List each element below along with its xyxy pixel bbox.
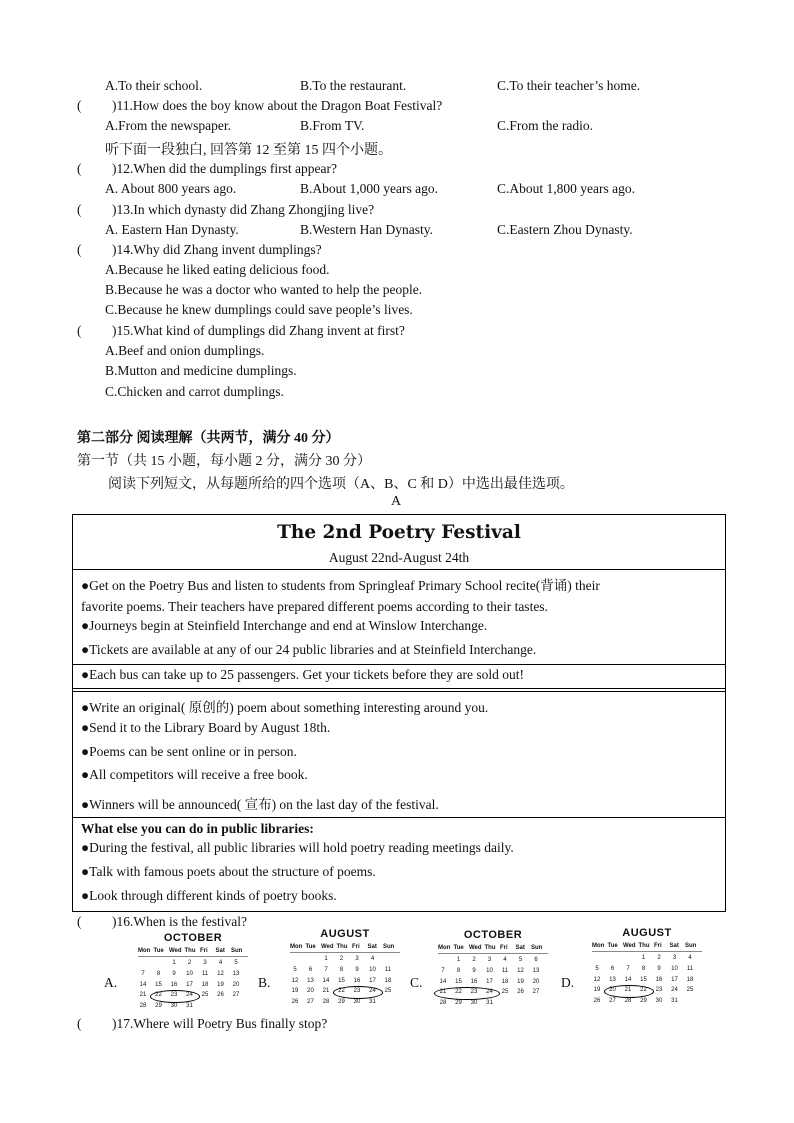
calendar-day: 24 (369, 988, 376, 995)
calendar-day: 1 (324, 956, 328, 962)
calendar-weekday: Tue (305, 944, 316, 950)
bullet-icon: ● (81, 888, 90, 903)
calendar-day: 27 (232, 992, 240, 999)
calendar-weekday: Thu (184, 948, 196, 954)
calendar-rule (438, 953, 548, 954)
calendar-weekday: Wed (623, 943, 636, 949)
calendar-day: 18 (384, 977, 392, 984)
calendar-month: OCTOBER (163, 932, 223, 944)
calendar-day: 9 (355, 966, 359, 973)
calendar-day: 13 (532, 967, 540, 974)
calendar-day: 24 (186, 992, 193, 999)
q14-option-c: C.Because he knew dumplings could save people’s lives. (105, 302, 413, 317)
calendar-day: 13 (609, 976, 616, 983)
calendar-day: 10 (486, 967, 493, 974)
contest-item: ●All competitors will receive a free book. (81, 767, 308, 782)
calendar-weekday: Fri (352, 944, 360, 950)
option-c-label: C. (410, 975, 423, 990)
calendar-day: 23 (170, 992, 178, 999)
calendar-day: 17 (486, 978, 493, 985)
calendar-day: 10 (369, 966, 376, 973)
calendar-option-b[interactable] (290, 928, 400, 1010)
calendar-weekday: Sat (215, 948, 225, 954)
date-highlight-ring (604, 985, 655, 998)
calendar-day: 11 (686, 965, 694, 972)
notice-dates: August 22nd-August 24th (328, 550, 470, 565)
calendar-day: 19 (291, 988, 299, 995)
calendar-day: 2 (339, 956, 344, 962)
calendar-day: 18 (686, 976, 694, 983)
calendar-day: 5 (595, 965, 599, 972)
divider (73, 688, 725, 689)
calendar-day: 31 (186, 1003, 193, 1010)
calendar-weekday: Sun (685, 943, 697, 949)
notice-title: The 2nd Poetry Festival (277, 522, 521, 543)
q15-option-b: B.Mutton and medicine dumplings. (105, 363, 297, 378)
q13-option-b: B.Western Han Dynasty. (300, 222, 434, 237)
calendar-day: 16 (353, 977, 361, 984)
calendar-day: 8 (456, 967, 461, 974)
calendar-day: 10 (186, 970, 193, 977)
date-highlight-ring (434, 987, 500, 1000)
calendar-day: 23 (470, 989, 478, 996)
calendar-day: 17 (369, 977, 376, 984)
calendar-day: 31 (671, 998, 678, 1005)
q13-stem: )13.In which dynasty did Zhang Zhongjing live? (112, 202, 375, 217)
calendar-day: 21 (139, 992, 147, 999)
calendar-day: 4 (370, 956, 375, 962)
calendar-day: 24 (486, 989, 493, 996)
calendar-weekday: Fri (654, 943, 662, 949)
calendar-day: 8 (641, 965, 646, 972)
q14-option-b: B.Because he was a doctor who wanted to help the people. (105, 282, 423, 297)
q15-option-c: C.Chicken and carrot dumplings. (105, 384, 284, 399)
calendar-day: 28 (439, 1000, 447, 1007)
calendar-day: 5 (234, 960, 238, 966)
bullet-icon: ● (81, 642, 90, 657)
calendar-rule (290, 952, 400, 953)
calendar-weekday: Fri (200, 948, 208, 954)
calendar-day: 5 (518, 957, 523, 963)
calendar-weekday: Thu (336, 944, 348, 950)
calendar-day: 9 (472, 967, 476, 974)
passage-label: A (391, 494, 402, 509)
calendar-day: 15 (338, 977, 345, 984)
calendar-day: 19 (217, 981, 224, 988)
library-heading: What else you can do in public libraries: (81, 821, 314, 836)
option-b-label: B. (258, 975, 271, 990)
festival-notice (72, 514, 726, 912)
calendar-day: 5 (293, 966, 297, 973)
calendar-day: 30 (470, 1000, 478, 1007)
q11-option-b: B.From TV. (300, 118, 365, 133)
option-a-label: A. (104, 975, 118, 990)
divider (73, 664, 725, 665)
bus-capacity: ●Each bus can take up to 25 passengers. Get your tickets before they are sold out! (81, 667, 525, 682)
calendar-day: 22 (455, 989, 462, 996)
calendar-day: 7 (626, 965, 630, 972)
contest-item: ●Send it to the Library Board by August 18th. (81, 720, 331, 735)
q10-option-c: C.To their teacher’s home. (497, 78, 641, 93)
calendar-day: 16 (470, 978, 478, 985)
calendar-day: 4 (218, 960, 223, 966)
calendar-day: 12 (593, 976, 601, 983)
calendar-day: 3 (672, 955, 677, 961)
q13-paren: ( (77, 202, 82, 217)
bullet-icon: ● (81, 618, 90, 633)
calendar-day: 24 (671, 987, 678, 994)
calendar-day: 3 (203, 960, 207, 966)
bullet-icon: ● (81, 578, 90, 593)
calendar-day: 14 (624, 976, 632, 983)
calendar-month: OCTOBER (463, 929, 523, 941)
calendar-day: 15 (455, 978, 462, 985)
q11-stem: )11.How does the boy know about the Dragon Boat Festival? (112, 98, 443, 113)
bullet-icon: ● (81, 864, 90, 879)
calendar-day: 4 (688, 955, 692, 961)
calendar-weekday: Tue (453, 945, 464, 951)
calendar-day: 20 (232, 981, 240, 988)
q12-stem: )12.When did the dumplings first appear? (112, 161, 337, 176)
calendar-weekday: Sat (515, 945, 525, 951)
q17-stem: )17.Where will Poetry Bus finally stop? (112, 1016, 328, 1031)
calendar-rule (592, 951, 702, 952)
calendar-month: AUGUST (320, 928, 370, 940)
calendar-day: 8 (156, 970, 161, 977)
calendar-day: 27 (609, 998, 616, 1005)
calendar-day: 4 (503, 957, 507, 963)
calendar-day: 20 (307, 988, 314, 995)
calendar-day: 15 (640, 976, 647, 983)
calendar-day: 26 (291, 999, 299, 1006)
calendar-weekday: Mon (290, 944, 303, 950)
calendar-day: 1 (456, 957, 461, 963)
calendar-day: 9 (172, 970, 176, 977)
calendar-day: 21 (322, 988, 330, 995)
calendar-day: 20 (609, 987, 616, 994)
calendar-day: 30 (170, 1003, 178, 1010)
calendar-day: 29 (155, 1003, 162, 1010)
calendar-day: 26 (593, 998, 601, 1005)
calendar-day: 21 (624, 987, 632, 994)
calendar-day: 6 (534, 957, 538, 963)
calendar-day: 7 (141, 970, 145, 977)
bus-item: ●Journeys begin at Steinfield Interchange and end at Winslow Interchange. (81, 618, 488, 633)
calendar-day: 15 (155, 981, 162, 988)
calendar-weekday: Wed (321, 944, 334, 950)
calendar-month: AUGUST (622, 927, 672, 939)
calendar-weekday: Wed (469, 945, 482, 951)
calendar-weekday: Mon (438, 945, 451, 951)
q11-option-a: A.From the newspaper. (105, 118, 231, 133)
library-item: ●During the festival, all public libraries will hold poetry reading meetings daily. (81, 840, 514, 855)
date-highlight-ring (333, 986, 384, 999)
calendar-day: 31 (486, 1000, 493, 1007)
calendar-weekday: Sat (669, 943, 679, 949)
bullet-icon: ● (81, 720, 90, 735)
calendar-day: 22 (338, 988, 345, 995)
calendar-day: 11 (201, 970, 209, 977)
calendar-option-d[interactable] (592, 927, 702, 1009)
calendar-day: 11 (384, 966, 392, 973)
contest-item: ●Winners will be announced( 宣布) on the last day of the festival. (81, 797, 439, 812)
calendar-weekday: Fri (500, 945, 508, 951)
calendar-day: 21 (439, 989, 447, 996)
calendar-day: 29 (455, 1000, 462, 1007)
calendar-day: 7 (324, 966, 328, 973)
calendar-day: 14 (439, 978, 447, 985)
calendar-day: 30 (353, 999, 361, 1006)
calendar-weekday: Mon (592, 943, 605, 949)
contest-item: ●Write an original( 原创的) poem about something interesting around you. (81, 700, 489, 715)
calendar-day: 13 (232, 970, 240, 977)
calendar-weekday: Sat (367, 944, 377, 950)
calendar-day: 8 (339, 966, 344, 973)
q16-stem: )16.When is the festival? (112, 914, 247, 929)
calendar-day: 18 (201, 981, 209, 988)
calendar-day: 28 (322, 999, 330, 1006)
calendar-weekday: Wed (169, 948, 182, 954)
date-highlight-ring (150, 990, 201, 1003)
calendar-day: 2 (187, 960, 192, 966)
part-two-title: 第二部分 阅读理解（共两节，满分 40 分） (77, 431, 340, 446)
calendar-day: 26 (517, 989, 524, 996)
library-item: ●Talk with famous poets about the structure of poems. (81, 864, 376, 879)
calendar-day: 10 (671, 965, 678, 972)
calendar-day: 29 (640, 998, 647, 1005)
q14-option-a: A.Because he liked eating delicious food. (105, 262, 330, 277)
calendar-weekday: Thu (484, 945, 496, 951)
calendar-day: 3 (487, 957, 492, 963)
option-d-label: D. (561, 975, 575, 990)
calendar-day: 14 (322, 977, 330, 984)
calendar-day: 12 (291, 977, 299, 984)
calendar-day: 9 (657, 965, 661, 972)
q15-stem: )15.What kind of dumplings did Zhang invent at first? (112, 323, 405, 338)
calendar-day: 6 (308, 966, 313, 973)
divider (73, 569, 725, 570)
divider (73, 817, 725, 818)
q11-paren: ( (77, 98, 82, 113)
calendar-day: 14 (139, 981, 147, 988)
calendar-weekday: Sun (531, 945, 543, 951)
calendar-weekday: Tue (153, 948, 164, 954)
calendar-day: 25 (384, 988, 392, 995)
calendar-day: 30 (655, 998, 663, 1005)
calendar-weekday: Thu (638, 943, 650, 949)
calendar-day: 13 (307, 977, 314, 984)
calendar-day: 25 (501, 989, 509, 996)
calendar-weekday: Sun (231, 948, 243, 954)
calendar-day: 29 (338, 999, 345, 1006)
calendar-day: 12 (217, 970, 224, 977)
calendar-day: 7 (441, 967, 445, 974)
bus-line-1: ●Get on the Poetry Bus and listen to students from Springleaf Primary School recite(背诵) their (81, 578, 600, 593)
q17-paren: ( (77, 1016, 82, 1031)
calendar-day: 27 (307, 999, 314, 1006)
q12-option-b: B.About 1,000 years ago. (300, 181, 438, 196)
calendar-day: 19 (593, 987, 601, 994)
calendar-day: 28 (139, 1003, 147, 1010)
calendar-day: 3 (355, 956, 359, 962)
calendar-day: 27 (532, 989, 540, 996)
q11-option-c: C.From the radio. (497, 118, 593, 133)
calendar-day: 22 (155, 992, 162, 999)
calendar-day: 23 (655, 987, 663, 994)
calendar-rule (138, 956, 248, 957)
calendar-day: 25 (201, 992, 209, 999)
q12-paren: ( (77, 161, 82, 176)
reading-instruction: 阅读下列短文，从每题所给的四个选项（A、B、C 和 D）中选出最佳选项。 (108, 477, 574, 492)
calendar-day: 1 (172, 960, 176, 966)
calendar-day: 16 (170, 981, 178, 988)
bullet-icon: ● (81, 700, 90, 715)
calendar-day: 19 (517, 978, 524, 985)
calendar-day: 12 (517, 967, 524, 974)
q13-option-c: C.Eastern Zhou Dynasty. (497, 222, 633, 237)
calendar-day: 17 (186, 981, 193, 988)
calendar-day: 20 (532, 978, 540, 985)
contest-item: ●Poems can be sent online or in person. (81, 744, 297, 759)
q10-option-b: B.To the restaurant. (300, 78, 407, 93)
q15-paren: ( (77, 323, 82, 338)
calendar-day: 2 (657, 955, 661, 961)
calendar-weekday: Tue (607, 943, 618, 949)
calendar-day: 28 (624, 998, 632, 1005)
q16-paren: ( (77, 914, 82, 929)
calendar-day: 11 (501, 967, 509, 974)
calendar-day: 6 (610, 965, 615, 972)
q12-option-a: A. About 800 years ago. (105, 181, 237, 196)
bullet-icon: ● (81, 767, 90, 782)
calendar-day: 18 (501, 978, 509, 985)
q15-option-a: A.Beef and onion dumplings. (105, 343, 265, 358)
divider (73, 691, 725, 692)
calendar-day: 2 (472, 957, 476, 963)
calendar-weekday: Mon (138, 948, 151, 954)
calendar-day: 23 (353, 988, 361, 995)
calendar-day: 17 (671, 976, 678, 983)
q14-paren: ( (77, 242, 82, 257)
monologue-instruction: 听下面一段独白, 回答第 12 至第 15 四个小题。 (105, 143, 392, 158)
bullet-icon: ● (81, 840, 90, 855)
bullet-icon: ● (81, 797, 90, 812)
calendar-day: 22 (640, 987, 647, 994)
calendar-option-a[interactable] (138, 932, 248, 1014)
calendar-day: 26 (217, 992, 224, 999)
q10-option-a: A.To their school. (105, 78, 203, 93)
bullet-icon: ● (81, 744, 90, 759)
calendar-day: 1 (641, 955, 646, 961)
bullet-icon: ● (81, 667, 90, 682)
library-item: ●Look through different kinds of poetry books. (81, 888, 337, 903)
calendar-weekday: Sun (383, 944, 395, 950)
calendar-option-c[interactable] (438, 929, 548, 1011)
calendar-day: 16 (655, 976, 663, 983)
q13-option-a: A. Eastern Han Dynasty. (105, 222, 239, 237)
calendar-day: 25 (686, 987, 694, 994)
bus-item: ●Tickets are available at any of our 24 public libraries and at Steinfield Interchange. (81, 642, 537, 657)
bus-line-2: favorite poems. Their teachers have prepared different poems according to their tastes. (81, 599, 548, 614)
section-one-title: 第一节（共 15 小题，每小题 2 分，满分 30 分） (77, 454, 371, 469)
q14-stem: )14.Why did Zhang invent dumplings? (112, 242, 322, 257)
q12-option-c: C.About 1,800 years ago. (497, 181, 635, 196)
calendar-day: 31 (369, 999, 376, 1006)
